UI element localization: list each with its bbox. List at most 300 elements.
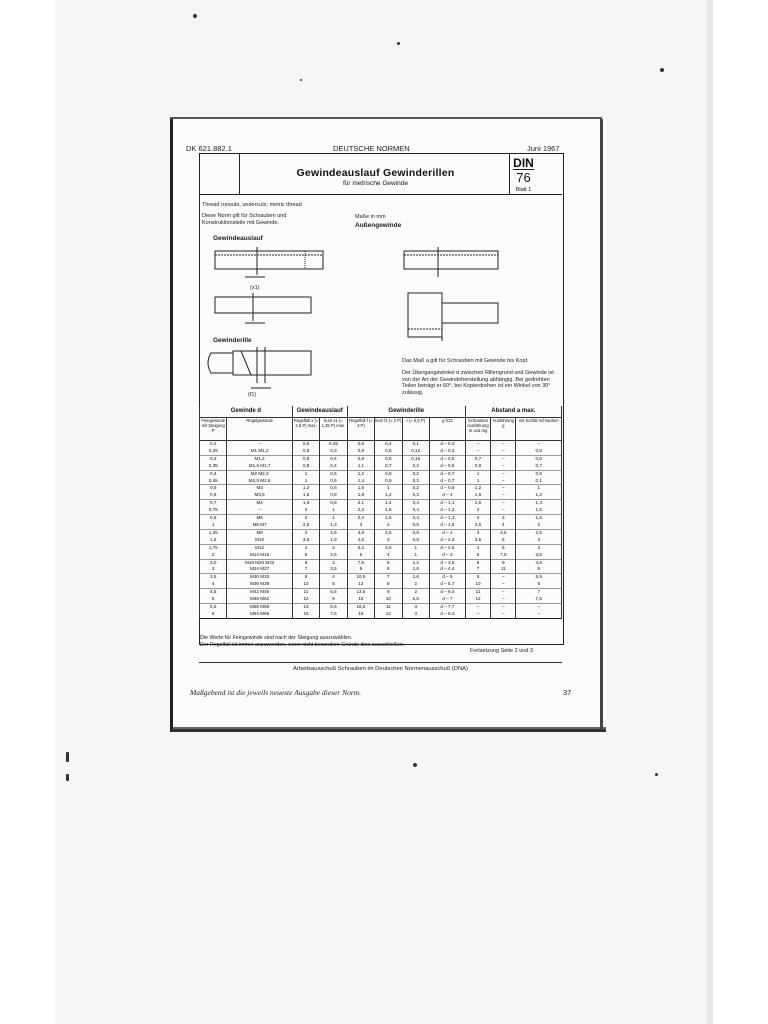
table-cell: 1,5	[347, 485, 374, 492]
table-row	[200, 581, 562, 588]
column-header: Regelgewinde	[227, 418, 292, 441]
table-cell: 0,45	[200, 478, 227, 485]
table-cell: 0,7	[200, 500, 227, 507]
table-row	[200, 611, 562, 618]
table-cell: d – 0,7	[429, 470, 465, 477]
table-cell: 2	[465, 515, 490, 522]
table-cell: 2,1	[347, 500, 374, 507]
scan-speck	[413, 763, 417, 767]
table-cell: 5,2	[347, 544, 374, 551]
table-cell: 7	[465, 566, 490, 573]
table-cell: M12	[227, 544, 292, 551]
table-cell: 0,2	[200, 441, 227, 448]
note-line-2: Der Regelfall ist immer anzuwenden, wenn nicht besondere Gründe dies ausschließen.	[200, 642, 405, 648]
table-cell: 5	[375, 559, 402, 566]
table-cell: d – 2,3	[429, 537, 465, 544]
table-cell: 0,3	[320, 448, 347, 455]
table-cell: d – 3	[429, 552, 465, 559]
table-cell: 0,8	[320, 492, 347, 499]
table-cell: M8	[227, 529, 292, 536]
table-cell: 18	[347, 611, 374, 618]
document-title: Gewindeauslauf Gewinderillen	[296, 167, 455, 179]
column-header: Feingewinde mit Steigung P	[200, 418, 227, 441]
table-cell: 11	[375, 603, 402, 610]
table-cell: d – 3,6	[429, 559, 465, 566]
table-cell: 2	[375, 522, 402, 529]
table-cell: 2,5	[465, 522, 490, 529]
table-cell: M10	[227, 537, 292, 544]
note-line-1: Die Werte für Feingewinde sind nach der Steigung auszuwählen.	[200, 635, 353, 641]
table-row	[200, 478, 562, 485]
table-row	[200, 537, 562, 544]
document-subtitle: für metrische Gewinde	[342, 180, 409, 187]
issue-date: Juni 1967	[527, 144, 560, 153]
table-cell: 1,5	[375, 507, 402, 514]
table-cell: 2	[516, 522, 562, 529]
table-row	[200, 507, 562, 514]
table-cell: –	[491, 603, 516, 610]
table-cell: 12	[292, 596, 319, 603]
section-heading: Außengewinde	[355, 222, 402, 229]
table-cell: d – 2	[429, 529, 465, 536]
table-cell: 0,5	[402, 522, 429, 529]
table-row	[200, 603, 562, 610]
table-cell: –	[465, 448, 490, 455]
table-cell: 4,5	[347, 537, 374, 544]
table-cell: d – 5,7	[429, 581, 465, 588]
table-cell: 1	[402, 544, 429, 551]
table-row	[200, 492, 562, 499]
table-cell: 11	[491, 566, 516, 573]
table-row	[200, 559, 562, 566]
table-cell: 0,4	[402, 507, 429, 514]
table-cell: 3,5	[320, 566, 347, 573]
table-cell: 4	[200, 581, 227, 588]
table-cell: 11	[292, 589, 319, 596]
table-cell: 3	[516, 537, 562, 544]
column-header: r (≈ 0,5 P)	[402, 418, 429, 441]
table-row	[200, 448, 562, 455]
table-cell: 1,2	[465, 485, 490, 492]
table-cell: d – 1,3	[429, 515, 465, 522]
table-cell: 6	[292, 559, 319, 566]
footer-note: Maßgebend ist die jeweils neueste Ausgabe dieser Norm.	[190, 688, 362, 697]
table-row	[200, 515, 562, 522]
table-cell: M14 M16	[227, 552, 292, 559]
table-cell: 0,6	[347, 441, 374, 448]
table-cell: 1,5	[200, 537, 227, 544]
table-row	[200, 529, 562, 536]
table-cell: M2 M2,3	[227, 470, 292, 477]
table-cell: 1,6	[375, 515, 402, 522]
table-cell: 0,4	[375, 441, 402, 448]
table-cell: 10,5	[347, 574, 374, 581]
table-cell: 12	[465, 596, 490, 603]
table-cell: 1	[320, 507, 347, 514]
table-cell: 3	[402, 611, 429, 618]
table-cell: M24 M27	[227, 566, 292, 573]
table-cell: 2,2	[347, 507, 374, 514]
table-cell: M3,5	[227, 492, 292, 499]
table-cell: 6	[491, 544, 516, 551]
table-cell: 3	[516, 544, 562, 551]
table-cell: 3	[491, 515, 516, 522]
table-cell: d – 4,4	[429, 566, 465, 573]
table-cell: 1,6	[465, 500, 490, 507]
table-cell: d – 1,6	[429, 522, 465, 529]
table-cell: –	[491, 470, 516, 477]
table-cell: 13,5	[347, 589, 374, 596]
table-row	[200, 566, 562, 573]
group-gewinde: Gewinde d	[200, 406, 293, 418]
table-cell: 0,5	[200, 485, 227, 492]
table-cell: 0,8	[292, 455, 319, 462]
table-cell: 4,5	[491, 529, 516, 536]
table-cell: 1,2	[516, 492, 562, 499]
table-cell: –	[491, 581, 516, 588]
group-auslauf: Gewindeauslauf	[292, 406, 347, 418]
table-cell: d – 0,8	[429, 485, 465, 492]
table-cell: 5	[516, 566, 562, 573]
table-cell: 0,2	[402, 470, 429, 477]
table-cell: 0,7	[375, 463, 402, 470]
table-cell: 4	[491, 522, 516, 529]
table-cell: 1,4	[347, 478, 374, 485]
table-cell: 0,8	[347, 448, 374, 455]
table-cell: 2	[465, 507, 490, 514]
committee-line: Arbeitsausschuß Schrauben im Deutschen Normenausschuß (DNA)	[199, 662, 562, 672]
table-cell: 7,5	[491, 552, 516, 559]
table-cell: 6,5	[320, 603, 347, 610]
din-sheet: Blatt 1	[515, 187, 532, 193]
table-cell: –	[491, 492, 516, 499]
table-cell: –	[227, 441, 292, 448]
sheet-right-edge	[600, 119, 603, 729]
table-cell: 1,4	[375, 500, 402, 507]
table-cell: –	[491, 455, 516, 462]
table-cell: 0,1	[402, 441, 429, 448]
scan-speck	[66, 752, 69, 762]
table-cell: 3,5	[465, 537, 490, 544]
table-cell: 1,1	[347, 463, 374, 470]
table-cell: 3,5	[200, 574, 227, 581]
table-cell: 7	[292, 566, 319, 573]
table-cell: d – 7,7	[429, 603, 465, 610]
table-cell: 0,6	[200, 492, 227, 499]
table-cell: 0,4	[320, 463, 347, 470]
angle-note: Der Übergangswinkel α zwischen Rillengrund und Gewinde ist von der Art der Gewindeherstellung abhängig. Bei gedrehten Teilen beträgt er 60°, bei Kopierdrehen ist ein Winkel von 30° zulässig.	[402, 370, 554, 396]
table-cell: M36 M39	[227, 581, 292, 588]
table-cell: 1,6	[402, 566, 429, 573]
table-cell: 0,35	[200, 463, 227, 470]
table-cell: 0,2	[402, 485, 429, 492]
din-number: 76	[516, 170, 531, 185]
table-cell: 1	[465, 478, 490, 485]
table-cell: 0,4	[200, 470, 227, 477]
table-cell: 6	[465, 559, 490, 566]
table-cell: 13	[292, 603, 319, 610]
table-cell: 0,6	[402, 529, 429, 536]
scan-speck	[397, 42, 400, 45]
table-cell: M3	[227, 485, 292, 492]
table-row	[200, 522, 562, 529]
a-note: Das Maß a gilt für Schrauben mit Gewinde bis Kopf.	[402, 358, 529, 364]
table-cell: 0,5	[320, 470, 347, 477]
table-cell: 1,2	[292, 485, 319, 492]
table-row	[200, 485, 562, 492]
table-cell: 0,4	[320, 455, 347, 462]
table-cell: –	[491, 589, 516, 596]
table-cell: 5,5	[200, 603, 227, 610]
column-header: g h13	[429, 418, 465, 441]
table-cell: 0,75	[200, 507, 227, 514]
table-cell: 7,5	[320, 611, 347, 618]
table-cell: –	[491, 463, 516, 470]
table-cell: 6	[320, 596, 347, 603]
table-row	[200, 455, 562, 462]
table-cell: d – 0,7	[429, 478, 465, 485]
table-cell: 2,5	[516, 529, 562, 536]
table-cell: 6	[347, 552, 374, 559]
table-cell: 5,5	[320, 589, 347, 596]
table-cell: d – 5	[429, 574, 465, 581]
units-note: Maße in mm	[355, 214, 386, 220]
page-number: 37	[563, 688, 572, 697]
table-cell: 7	[375, 574, 402, 581]
publisher-label: DEUTSCHE NORMEN	[333, 144, 410, 153]
table-cell: 2	[200, 552, 227, 559]
table-cell: 0,12	[402, 448, 429, 455]
dim-f1: (f1)	[248, 392, 257, 398]
table-cell: M30 M33	[227, 574, 292, 581]
table-row	[200, 470, 562, 477]
table-cell: 7,5	[347, 559, 374, 566]
continuation-note: Fortsetzung Seite 2 und 3	[470, 648, 533, 654]
table-cell: 1,8	[347, 492, 374, 499]
table-cell: 1,6	[516, 515, 562, 522]
column-header: Regelfall x (≈ 2,5 P) max.	[292, 418, 319, 441]
table-cell: 1	[292, 470, 319, 477]
table-cell: 6	[516, 581, 562, 588]
table-cell: 0,7	[465, 455, 490, 462]
table-cell: 1,5	[516, 507, 562, 514]
scan-speck	[300, 79, 302, 81]
table-cell: 4	[465, 544, 490, 551]
dim-x1: (x1)	[250, 285, 260, 291]
table-cell: 3	[347, 522, 374, 529]
bolt-drawings-left	[205, 243, 335, 403]
table-cell: 15	[292, 611, 319, 618]
table-cell: 1	[320, 515, 347, 522]
table-cell: d – 6,4	[429, 589, 465, 596]
table-cell: 2,5	[320, 552, 347, 559]
table-cell: 2	[292, 515, 319, 522]
table-cell: 0,5	[375, 448, 402, 455]
table-cell: 1,6	[402, 574, 429, 581]
table-cell: M6 M7	[227, 522, 292, 529]
table-cell: 2	[292, 507, 319, 514]
table-cell: 5,5	[516, 574, 562, 581]
table-cell: M42 M45	[227, 589, 292, 596]
table-cell: 1	[402, 552, 429, 559]
column-header: Regelfall f (≈ 3 P)	[347, 418, 374, 441]
table-cell: –	[491, 507, 516, 514]
table-cell: 10	[375, 596, 402, 603]
dk-classification: DK 621.882.1	[186, 144, 232, 153]
table-cell: 1	[516, 485, 562, 492]
table-cell: 1,2	[402, 559, 429, 566]
table-cell: 0,6	[292, 448, 319, 455]
table-cell: 0,6	[375, 455, 402, 462]
table-cell: 4	[375, 552, 402, 559]
table-cell: –	[516, 603, 562, 610]
group-rille: Gewinderille	[347, 406, 465, 418]
table-cell: d – 1,2	[429, 507, 465, 514]
table-cell: 11	[465, 589, 490, 596]
table-cell: 0,4	[402, 500, 429, 507]
table-cell: 2,5	[375, 529, 402, 536]
table-cell: 1,2	[375, 492, 402, 499]
table-row	[200, 589, 562, 596]
table-cell: 7,5	[516, 596, 562, 603]
table-cell: 3	[200, 566, 227, 573]
table-cell: 0,9	[375, 478, 402, 485]
table-cell: 1,2	[347, 470, 374, 477]
table-cell: M5	[227, 515, 292, 522]
table-cell: 3,8	[347, 529, 374, 536]
table-cell: 3,5	[292, 537, 319, 544]
table-cell: 5	[292, 552, 319, 559]
table-cell: 0,8	[516, 470, 562, 477]
table-cell: M18 M20 M22	[227, 559, 292, 566]
scan-speck	[66, 774, 69, 781]
table-cell: 8	[292, 574, 319, 581]
table-cell: 1	[292, 478, 319, 485]
table-cell: 0,7	[516, 463, 562, 470]
table-cell: 5	[465, 552, 490, 559]
table-cell: 4,5	[200, 589, 227, 596]
table-cell: 0,8	[200, 515, 227, 522]
table-cell: –	[516, 611, 562, 618]
english-title: Thread runouts, undercuts; metric thread	[202, 202, 302, 208]
table-cell: 2,5	[402, 596, 429, 603]
table-cell: 4	[320, 574, 347, 581]
table-cell: 2,4	[347, 515, 374, 522]
din-label: DIN	[513, 156, 534, 170]
table-cell: 1,6	[465, 492, 490, 499]
table-cell: 9	[347, 566, 374, 573]
table-cell: 10	[465, 581, 490, 588]
table-cell: 0,2	[402, 478, 429, 485]
table-cell: 5	[491, 537, 516, 544]
table-cell: 0,1	[516, 478, 562, 485]
table-cell: M2,5 M2,6	[227, 478, 292, 485]
table-cell: –	[491, 500, 516, 507]
bolt-drawings-right	[398, 243, 508, 343]
table-cell: 0,8	[465, 463, 490, 470]
group-abstand: Abstand a max.	[465, 406, 561, 418]
table-cell: M1,4	[227, 455, 292, 462]
table-cell: 2	[402, 581, 429, 588]
table-cell: –	[227, 507, 292, 514]
table-cell: d – 2,6	[429, 544, 465, 551]
table-cell: 0,25	[200, 448, 227, 455]
table-cell: 12	[347, 581, 374, 588]
dimension-table	[199, 406, 562, 619]
table-cell: 0,8	[320, 500, 347, 507]
table-cell: 1,25	[200, 529, 227, 536]
table-cell: 2,5	[292, 522, 319, 529]
table-cell: M1 M1,2	[227, 448, 292, 455]
table-cell: 0,16	[402, 455, 429, 462]
table-cell: d – 0,4	[429, 448, 465, 455]
table-notes	[200, 635, 404, 649]
table-cell: 0,5	[320, 478, 347, 485]
table-cell: 0,3	[402, 492, 429, 499]
table-cell: d – 1	[429, 492, 465, 499]
table-cell: –	[491, 448, 516, 455]
table-cell: 1,9	[320, 537, 347, 544]
table-cell: 10	[292, 581, 319, 588]
table-cell: –	[491, 485, 516, 492]
table-cell: –	[516, 441, 562, 448]
table-cell: 8	[465, 574, 490, 581]
scope-text: Diese Norm gilt für Schrauben und Konstruktionsteile mit Gewinde.	[202, 213, 287, 226]
column-header: mit Schlitz schrauben	[516, 418, 562, 441]
table-cell: 5	[200, 596, 227, 603]
table-cell: 3	[402, 603, 429, 610]
table-cell: d – 0,3	[429, 441, 465, 448]
table-cell: 6	[375, 566, 402, 573]
table-cell: 1,75	[200, 544, 227, 551]
table-cell: d – 0,6	[429, 463, 465, 470]
table-cell: –	[491, 611, 516, 618]
table-cell: d – 8,3	[429, 611, 465, 618]
table-cell: 0,6	[516, 455, 562, 462]
table-cell: 0,4	[402, 515, 429, 522]
table-cell: 3,0	[200, 559, 227, 566]
table-cell: 4	[292, 544, 319, 551]
table-cell: 0,2	[402, 463, 429, 470]
table-cell: 5	[320, 581, 347, 588]
table-cell: 16,5	[347, 603, 374, 610]
table-cell: 12	[375, 611, 402, 618]
table-cell: 0,8	[375, 470, 402, 477]
table-cell: 1	[465, 470, 490, 477]
table-cell: 1	[200, 522, 227, 529]
table-cell: M4	[227, 500, 292, 507]
table-cell: 0,9	[347, 455, 374, 462]
table-cell: d – 0,5	[429, 455, 465, 462]
table-cell: 0,8	[402, 537, 429, 544]
scan-speck	[655, 773, 658, 776]
table-cell: 0,6	[320, 485, 347, 492]
table-cell: 7	[516, 589, 562, 596]
table-cell: 9	[491, 559, 516, 566]
column-header: kurz f1 (≈ 2 P)	[375, 418, 402, 441]
rille-label: Gewinderille	[213, 337, 252, 344]
table-row	[200, 544, 562, 551]
table-cell: 3	[465, 529, 490, 536]
table-cell: –	[491, 574, 516, 581]
table-cell: 1,3	[320, 522, 347, 529]
table-cell: 8	[375, 581, 402, 588]
scan-speck	[193, 14, 197, 18]
table-cell: M1,6 M1,7	[227, 463, 292, 470]
column-header: kurz x1 (≈ 1,25 P) max.	[320, 418, 347, 441]
table-cell: M56 M60	[227, 603, 292, 610]
table-cell: –	[491, 478, 516, 485]
